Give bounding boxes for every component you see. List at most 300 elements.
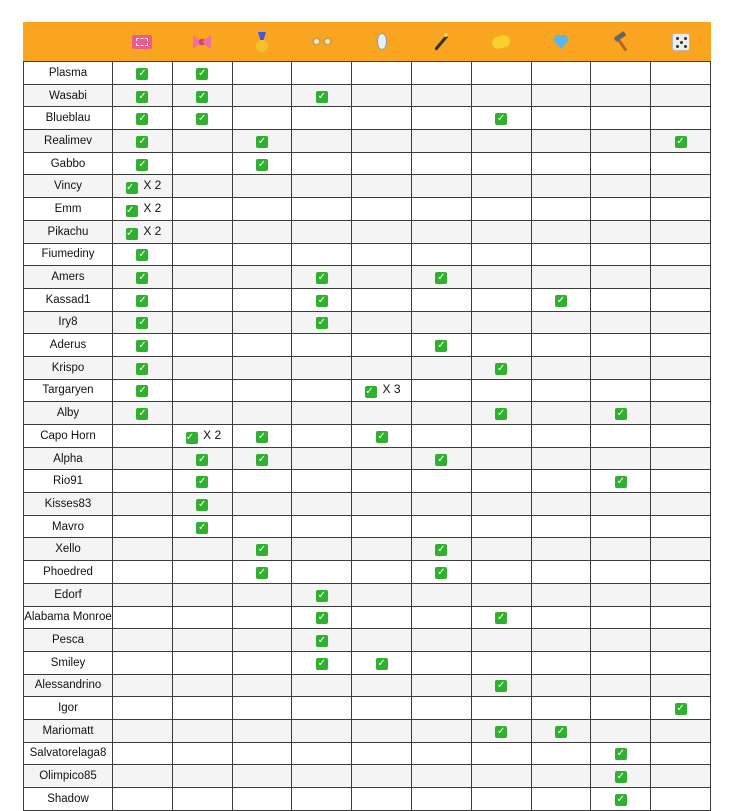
table-cell	[232, 130, 292, 153]
table-cell	[292, 583, 352, 606]
die-icon	[672, 33, 690, 51]
check-icon: ✓	[197, 90, 207, 102]
table-cell	[172, 175, 232, 198]
table-cell	[411, 629, 471, 652]
table-cell	[531, 629, 591, 652]
table-cell	[471, 561, 531, 584]
table-cell	[411, 651, 471, 674]
table-cell	[591, 788, 651, 811]
table-cell	[531, 674, 591, 697]
table-cell	[411, 742, 471, 765]
table-cell	[113, 788, 173, 811]
table-cell	[591, 742, 651, 765]
table-cell	[172, 243, 232, 266]
table-row	[24, 719, 711, 742]
col-hammer	[591, 23, 651, 62]
header-row	[24, 23, 711, 62]
check-icon: ✓	[317, 272, 326, 284]
table-cell	[651, 470, 711, 493]
table-cell	[172, 470, 232, 493]
table-cell	[591, 561, 651, 584]
table-cell	[411, 130, 471, 153]
table-cell	[352, 84, 412, 107]
table-cell	[352, 674, 412, 697]
multiplier-label: X 2	[140, 200, 162, 215]
table-cell	[411, 583, 471, 606]
col-mirror	[352, 23, 412, 62]
check-icon: ✓	[365, 386, 377, 398]
table-cell	[352, 356, 412, 379]
table-cell	[113, 107, 173, 130]
table-cell	[471, 311, 531, 334]
table-cell	[591, 493, 651, 516]
gem-icon	[551, 32, 571, 52]
check-icon: ✓	[317, 612, 326, 624]
table-row	[24, 788, 711, 811]
table-cell	[352, 606, 412, 629]
table-cell	[651, 220, 711, 243]
table-cell	[591, 765, 651, 788]
table-cell	[113, 402, 173, 425]
check-icon: ✓	[138, 294, 147, 306]
row-name: Wasabi	[24, 84, 113, 107]
table-cell	[471, 130, 531, 153]
magic-wand-icon	[431, 32, 451, 52]
table-cell	[292, 538, 352, 561]
table-cell	[172, 788, 232, 811]
table-cell	[591, 379, 651, 402]
table-row	[24, 288, 711, 311]
table-cell	[113, 198, 173, 221]
table-cell	[651, 107, 711, 130]
table-row	[24, 606, 711, 629]
table-cell	[292, 402, 352, 425]
row-name: Kassad1	[24, 288, 113, 311]
table-cell	[411, 62, 471, 85]
table-row	[24, 651, 711, 674]
table-cell	[172, 629, 232, 652]
table-cell	[651, 198, 711, 221]
table-cell	[531, 62, 591, 85]
table-cell	[113, 288, 173, 311]
table-cell	[651, 334, 711, 357]
col-wand	[411, 23, 471, 62]
table-cell	[471, 379, 531, 402]
check-icon: ✓	[138, 90, 147, 102]
table-cell	[591, 152, 651, 175]
table-cell	[651, 356, 711, 379]
table-cell	[172, 583, 232, 606]
table-cell	[471, 719, 531, 742]
table-cell	[411, 697, 471, 720]
table-row	[24, 697, 711, 720]
table-row	[24, 674, 711, 697]
row-name: Olimpico85	[24, 765, 113, 788]
table-cell	[292, 651, 352, 674]
table-cell	[651, 606, 711, 629]
table-cell	[471, 84, 531, 107]
table-cell	[292, 152, 352, 175]
table-cell	[471, 583, 531, 606]
table-cell	[292, 130, 352, 153]
table-cell	[411, 674, 471, 697]
table-cell	[651, 538, 711, 561]
table-cell	[113, 379, 173, 402]
medal-icon	[252, 32, 272, 52]
table-cell	[591, 402, 651, 425]
check-icon: ✓	[317, 589, 326, 601]
table-cell	[292, 674, 352, 697]
hammer-icon	[611, 32, 631, 52]
table-cell	[352, 130, 412, 153]
table-cell	[411, 493, 471, 516]
table-cell	[471, 697, 531, 720]
table-cell	[411, 356, 471, 379]
row-name: Salvatorelaga8	[24, 742, 113, 765]
table-cell	[232, 84, 292, 107]
row-name: Alpha	[24, 447, 113, 470]
table-cell	[232, 243, 292, 266]
table-cell	[531, 470, 591, 493]
check-icon: ✓	[138, 158, 147, 170]
check-icon: ✓	[138, 340, 147, 352]
table-cell	[651, 62, 711, 85]
table-cell	[352, 334, 412, 357]
table-cell	[471, 288, 531, 311]
table-cell	[113, 493, 173, 516]
table-cell	[411, 561, 471, 584]
table-cell	[232, 742, 292, 765]
table-cell	[232, 674, 292, 697]
table-cell	[113, 470, 173, 493]
table-row	[24, 447, 711, 470]
check-icon: ✓	[496, 113, 506, 125]
table-cell	[411, 719, 471, 742]
check-icon: ✓	[616, 408, 625, 420]
check-icon: ✓	[317, 90, 326, 102]
check-icon: ✓	[616, 748, 625, 760]
row-name: Mavro	[24, 515, 113, 538]
table-cell	[411, 107, 471, 130]
table-cell	[411, 243, 471, 266]
table-row	[24, 107, 711, 130]
table-cell	[531, 697, 591, 720]
check-icon: ✓	[676, 135, 685, 147]
table-cell	[651, 175, 711, 198]
table-cell	[172, 266, 232, 289]
table-cell	[591, 470, 651, 493]
table-cell	[471, 198, 531, 221]
table-cell	[352, 152, 412, 175]
table-cell	[531, 84, 591, 107]
table-cell	[531, 425, 591, 448]
table-cell	[172, 493, 232, 516]
table-cell	[531, 402, 591, 425]
row-name: Xello	[24, 538, 113, 561]
table-row	[24, 198, 711, 221]
table-cell	[232, 561, 292, 584]
check-icon: ✓	[126, 205, 138, 217]
check-icon: ✓	[138, 67, 147, 79]
col-medal	[232, 23, 292, 62]
table-cell	[172, 651, 232, 674]
table-cell	[232, 425, 292, 448]
check-icon: ✓	[138, 135, 147, 147]
table-cell	[292, 447, 352, 470]
table-cell	[232, 152, 292, 175]
table-cell	[172, 84, 232, 107]
table-row	[24, 629, 711, 652]
table-cell	[531, 765, 591, 788]
table-cell	[411, 84, 471, 107]
row-name: Smiley	[24, 651, 113, 674]
table-cell	[651, 130, 711, 153]
table-row	[24, 175, 711, 198]
check-icon: ✓	[616, 476, 625, 488]
table-cell	[232, 288, 292, 311]
table-cell	[651, 629, 711, 652]
row-name: Emm	[24, 198, 113, 221]
table-cell	[471, 107, 531, 130]
check-icon: ✓	[138, 249, 147, 261]
table-cell	[172, 515, 232, 538]
table-row	[24, 493, 711, 516]
row-name: Iry8	[24, 311, 113, 334]
table-cell	[591, 243, 651, 266]
table-cell	[531, 515, 591, 538]
table-cell	[411, 470, 471, 493]
check-icon: ✓	[437, 272, 446, 284]
table-cell	[352, 515, 412, 538]
table-cell	[471, 334, 531, 357]
check-icon: ✓	[138, 362, 147, 374]
table-cell	[172, 334, 232, 357]
table-cell	[531, 198, 591, 221]
table-row	[24, 742, 711, 765]
check-icon: ✓	[197, 113, 207, 125]
table-cell	[651, 674, 711, 697]
ribbon-icon	[192, 32, 212, 52]
table-cell	[531, 583, 591, 606]
table-cell	[232, 266, 292, 289]
mirror-icon	[372, 32, 392, 52]
table-row	[24, 583, 711, 606]
table-cell	[531, 334, 591, 357]
table-cell	[113, 629, 173, 652]
table-cell	[232, 356, 292, 379]
row-name: Targaryen	[24, 379, 113, 402]
table-cell	[113, 515, 173, 538]
table-cell	[172, 765, 232, 788]
row-name: Pikachu	[24, 220, 113, 243]
table-cell	[292, 334, 352, 357]
table-cell	[113, 447, 173, 470]
table-cell	[292, 742, 352, 765]
table-cell	[172, 130, 232, 153]
table-cell	[113, 651, 173, 674]
row-name: Krispo	[24, 356, 113, 379]
table-cell	[651, 697, 711, 720]
col-sponge	[471, 23, 531, 62]
table-cell	[411, 606, 471, 629]
table-cell	[591, 629, 651, 652]
table-row	[24, 152, 711, 175]
table-cell	[113, 130, 173, 153]
sponge-icon	[491, 32, 511, 52]
row-name: Blueblau	[24, 107, 113, 130]
table-cell	[292, 288, 352, 311]
table-row	[24, 84, 711, 107]
table-cell	[531, 651, 591, 674]
table-cell	[172, 288, 232, 311]
check-icon: ✓	[496, 612, 506, 624]
inventory-table	[23, 22, 711, 811]
check-icon: ✓	[257, 135, 267, 147]
table-cell	[113, 425, 173, 448]
table-cell	[471, 651, 531, 674]
table-row	[24, 538, 711, 561]
table-cell	[531, 311, 591, 334]
row-name: Realimev	[24, 130, 113, 153]
table-cell	[471, 606, 531, 629]
check-icon: ✓	[138, 272, 147, 284]
table-cell	[113, 62, 173, 85]
table-cell	[232, 379, 292, 402]
table-cell	[352, 697, 412, 720]
table-cell	[172, 220, 232, 243]
table-cell	[411, 515, 471, 538]
table-cell	[651, 765, 711, 788]
table-cell	[591, 62, 651, 85]
table-cell	[292, 198, 352, 221]
check-icon: ✓	[556, 294, 566, 306]
table-cell	[352, 402, 412, 425]
table-cell	[411, 402, 471, 425]
table-cell	[651, 243, 711, 266]
table-cell	[531, 379, 591, 402]
table-cell	[531, 742, 591, 765]
table-cell	[471, 220, 531, 243]
table-cell	[113, 334, 173, 357]
table-cell	[232, 538, 292, 561]
row-name: Rio91	[24, 470, 113, 493]
row-name: Capo Horn	[24, 425, 113, 448]
check-icon: ✓	[317, 294, 326, 306]
table-cell	[113, 719, 173, 742]
table-cell	[651, 515, 711, 538]
table-cell	[411, 538, 471, 561]
table-cell	[411, 447, 471, 470]
table-cell	[352, 538, 412, 561]
table-cell	[411, 788, 471, 811]
table-cell	[531, 152, 591, 175]
table-cell	[591, 697, 651, 720]
table-cell	[172, 379, 232, 402]
table-row	[24, 425, 711, 448]
table-cell	[471, 152, 531, 175]
table-cell	[113, 674, 173, 697]
check-icon: ✓	[197, 67, 207, 79]
table-cell	[352, 765, 412, 788]
table-cell	[113, 606, 173, 629]
col-gem	[531, 23, 591, 62]
table-cell	[352, 742, 412, 765]
check-icon: ✓	[437, 566, 446, 578]
table-cell	[531, 788, 591, 811]
table-cell	[531, 175, 591, 198]
table-cell	[172, 62, 232, 85]
check-icon: ✓	[496, 725, 506, 737]
table-cell	[352, 447, 412, 470]
table-cell	[651, 493, 711, 516]
row-name: Fiumediny	[24, 243, 113, 266]
table-cell	[232, 515, 292, 538]
table-cell	[471, 243, 531, 266]
table-cell	[352, 107, 412, 130]
table-cell	[591, 425, 651, 448]
table-cell	[113, 220, 173, 243]
table-cell	[471, 470, 531, 493]
table-cell	[531, 447, 591, 470]
table-cell	[411, 175, 471, 198]
table-cell	[651, 651, 711, 674]
table-cell	[411, 765, 471, 788]
table-cell	[113, 356, 173, 379]
table-cell	[232, 788, 292, 811]
row-name: Edorf	[24, 583, 113, 606]
table-cell	[172, 742, 232, 765]
table-cell	[352, 425, 412, 448]
table-cell	[591, 130, 651, 153]
table-cell	[232, 651, 292, 674]
check-icon: ✓	[556, 725, 566, 737]
table-cell	[352, 243, 412, 266]
table-cell	[651, 583, 711, 606]
table-cell	[232, 198, 292, 221]
table-cell	[471, 538, 531, 561]
check-icon: ✓	[437, 340, 446, 352]
check-icon: ✓	[197, 498, 207, 510]
check-icon: ✓	[197, 476, 207, 488]
corner-cell	[24, 23, 113, 62]
table-cell	[531, 606, 591, 629]
table-cell	[591, 538, 651, 561]
table-cell	[172, 697, 232, 720]
multiplier-label: X 2	[199, 427, 222, 442]
table-row	[24, 765, 711, 788]
table-cell	[531, 266, 591, 289]
row-name: Plasma	[24, 62, 113, 85]
table-cell	[292, 629, 352, 652]
table-cell	[651, 402, 711, 425]
table-cell	[651, 379, 711, 402]
table-cell	[352, 288, 412, 311]
table-cell	[411, 334, 471, 357]
table-cell	[651, 788, 711, 811]
row-name: Gabbo	[24, 152, 113, 175]
table-cell	[232, 583, 292, 606]
table-cell	[113, 152, 173, 175]
table-row	[24, 243, 711, 266]
table-cell	[292, 62, 352, 85]
check-icon: ✓	[257, 544, 267, 556]
table-cell	[471, 356, 531, 379]
check-icon: ✓	[197, 453, 207, 465]
row-name: Amers	[24, 266, 113, 289]
table-cell	[352, 493, 412, 516]
table-cell	[531, 356, 591, 379]
table-row	[24, 561, 711, 584]
